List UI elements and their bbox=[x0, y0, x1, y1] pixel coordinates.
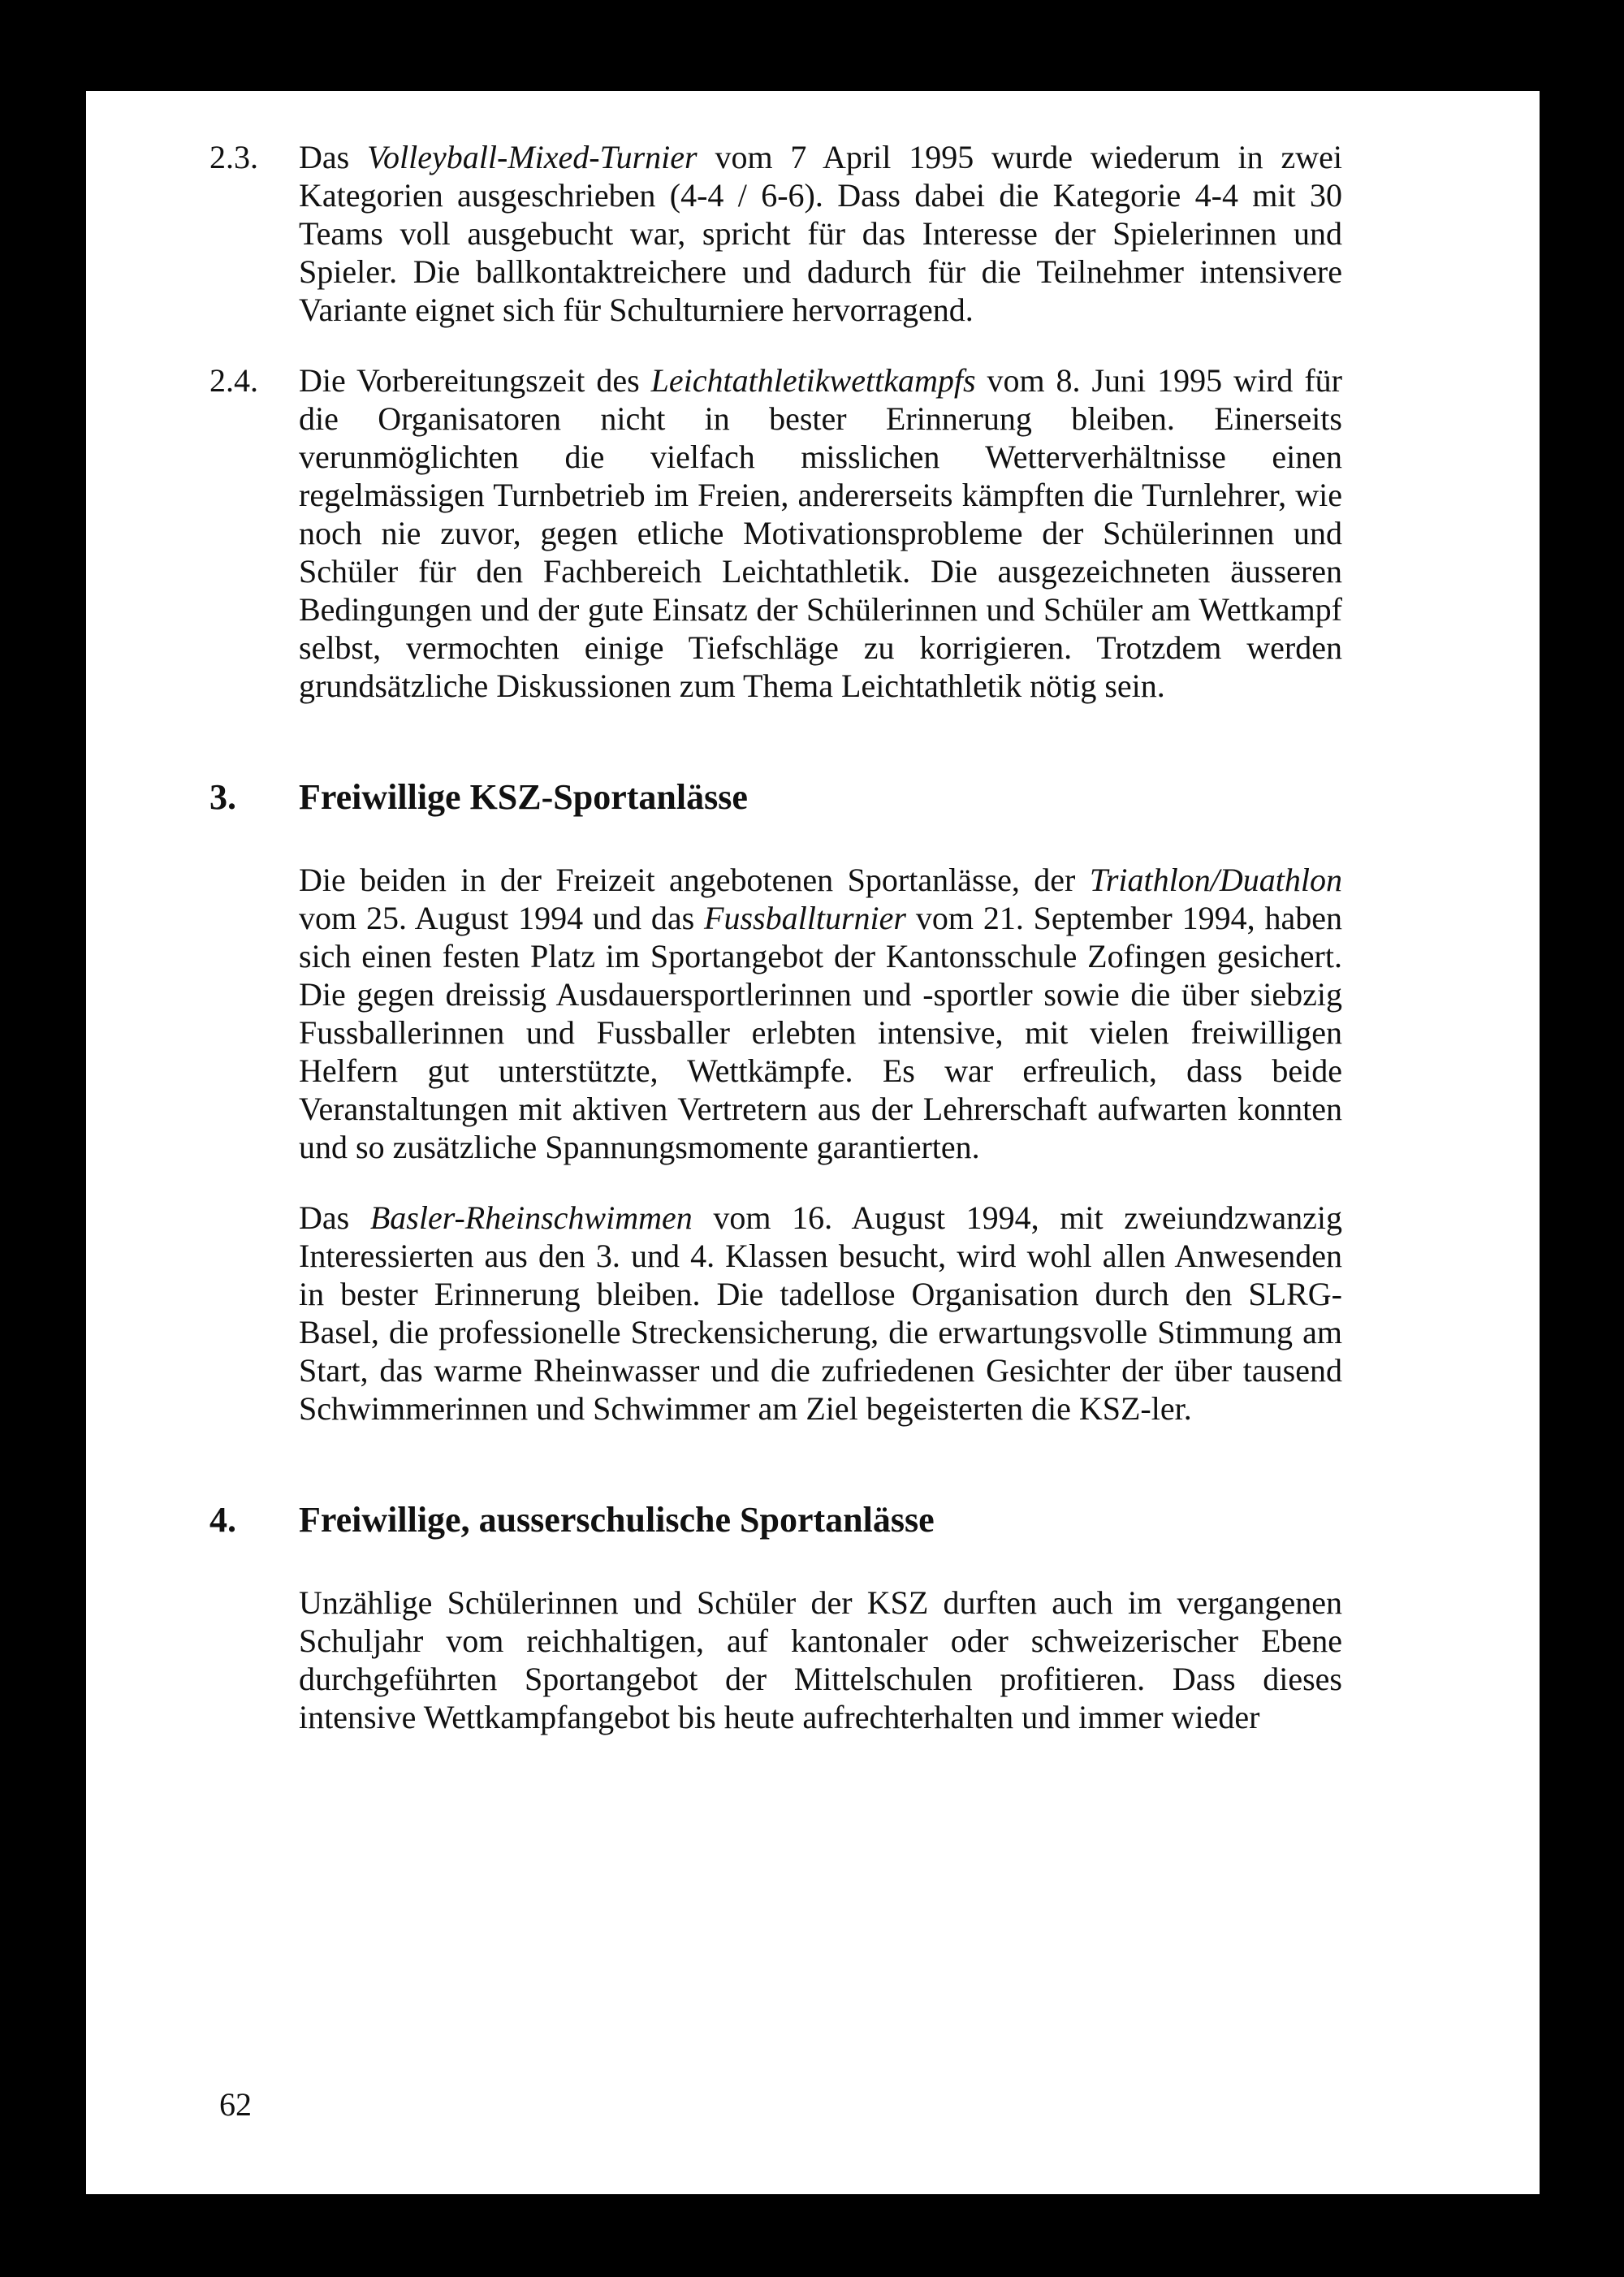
section-title: Freiwillige KSZ-Sportanlässe bbox=[299, 777, 748, 817]
section-3-paragraph-1: Die beiden in der Freizeit angebotenen Sportanlässe, der Triathlon/Duathlon vom 25. August 1994 und das Fussballturnier vom 21. September 1994, haben sich einen festen Platz im Sportangebot der Kantonsschule Zofingen gesichert. Die gegen dreissig Ausdauersportlerinnen und -sportler sowie die über siebzig Fussballerinnen und Fussballer erlebten intensive, mit vielen freiwilligen Helfern gut unterstützte, Wettkämpfe. Es war erfreulich, dass beide Veranstaltungen mit aktiven Vertretern aus der Lehrerschaft aufwarten konnten und so zusätzliche Spannungsmomente garantierten. bbox=[299, 862, 1342, 1165]
item-2-3 bbox=[209, 138, 1342, 329]
item-text: Das Volleyball-Mixed-Turnier vom 7 April 1995 wurde wiederum in zwei Kategorien ausgeschrieben (4-4 / 6-6). Dass dabei die Kategorie 4-4 mit 30 Teams voll ausgebucht war, spricht für das Interesse der Spielerinnen und Spieler. Die ballkontaktreichere und dadurch für die Teilnehmer intensivere Variante eignet sich für Schulturniere hervorragend. bbox=[299, 139, 1342, 328]
item-number: 2.3. bbox=[209, 139, 258, 175]
event-name: Volleyball-Mixed-Turnier bbox=[367, 139, 698, 175]
section-title: Freiwillige, ausserschulische Sportanlässe bbox=[299, 1500, 935, 1540]
item-2-4 bbox=[209, 361, 1342, 705]
section-number: 3. bbox=[209, 777, 236, 817]
event-name: Fussballturnier bbox=[704, 900, 906, 936]
event-name: Basler-Rheinschwimmen bbox=[369, 1199, 693, 1236]
section-number: 4. bbox=[209, 1500, 236, 1540]
page-number: 62 bbox=[219, 2086, 252, 2123]
item-text: Die Vorbereitungszeit des Leichtathletikwettkampfs vom 8. Juni 1995 wird für die Organisatoren nicht in bester Erinnerung bleiben. Einerseits verunmöglichten die vielfach misslichen Wetterverhältnisse einen regelmässigen Turnbetrieb im Freien, andererseits kämpften die Turnlehrer, wie noch nie zuvor, gegen etliche Motivationsprobleme der Schülerinnen und Schüler für den Fachbereich Leichtathletik. Die ausgezeichneten äusseren Bedingungen und der gute Einsatz der Schülerinnen und Schüler am Wettkampf selbst, vermochten einige Tiefschläge zu korrigieren. Trotzdem werden grundsätzliche Diskussionen zum Thema Leichtathletik nötig sein. bbox=[299, 362, 1342, 704]
event-name: Leichtathletikwettkampfs bbox=[650, 362, 976, 399]
event-name: Triathlon/Duathlon bbox=[1089, 862, 1342, 898]
section-4-paragraph-1: Unzählige Schülerinnen und Schüler der KSZ durften auch im vergangenen Schuljahr vom reichhaltigen, auf kantonaler oder schweizerischer Ebene durchgeführten Sportangebot der Mittelschulen profitieren. Dass dieses intensive Wettkampfangebot bis heute aufrechterhalten und immer wieder bbox=[299, 1584, 1342, 1735]
section-4-heading bbox=[209, 1499, 1342, 1541]
section-3-heading bbox=[209, 776, 1342, 819]
item-number: 2.4. bbox=[209, 362, 258, 399]
section-3-paragraph-2: Das Basler-Rheinschwimmen vom 16. August 1994, mit zweiundzwanzig Interessierten aus den 3. und 4. Klassen besucht, wird wohl allen Anwesenden in bester Erinnerung bleiben. Die tadellose Organisation durch den SLRG-Basel, die professionelle Streckensicherung, die erwartungsvolle Stimmung am Start, das warme Rheinwasser und die zufriedenen Gesichter der über tausend Schwimmerinnen und Schwimmer am Ziel begeisterten die KSZ-ler. bbox=[299, 1199, 1342, 1427]
page-content bbox=[209, 138, 1342, 1769]
